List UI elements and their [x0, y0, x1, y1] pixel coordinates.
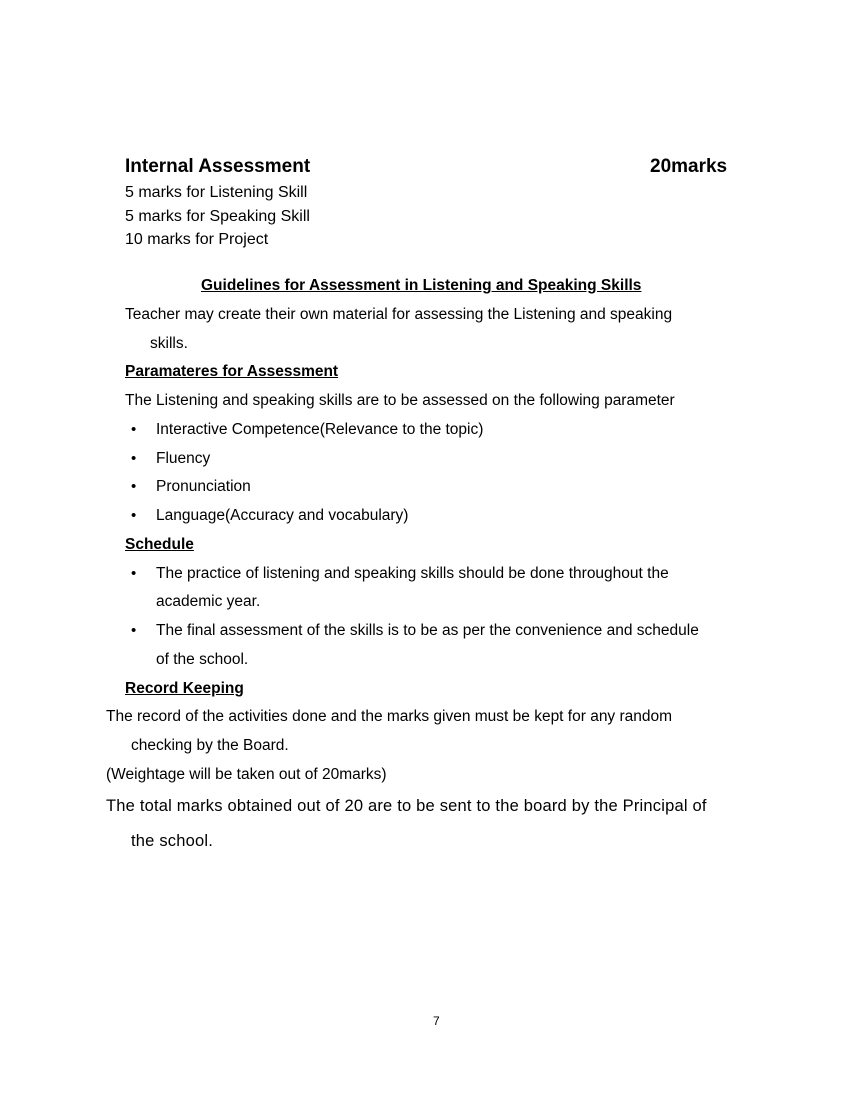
guidelines-intro-line2: skills.: [150, 335, 188, 352]
bullet-icon: •: [131, 421, 137, 438]
record-keeping-line1: The record of the activities done and the marks given must be kept for any random: [106, 708, 673, 725]
record-keeping-heading: Record Keeping: [125, 680, 244, 697]
page-number: 7: [433, 1014, 440, 1028]
parameter-item: Pronunciation: [156, 478, 251, 495]
parameters-intro: The Listening and speaking skills are to be assessed on the following parameter: [125, 392, 675, 409]
schedule-item-line2: of the school.: [156, 651, 249, 668]
marks-breakdown-listening: 5 marks for Listening Skill: [125, 184, 308, 201]
schedule-item-line1: The final assessment of the skills is to be as per the convenience and schedule: [156, 622, 699, 639]
parameter-item: Fluency: [156, 450, 211, 467]
parameter-item: Interactive Competence(Relevance to the topic): [156, 421, 484, 438]
parameters-heading: Paramateres for Assessment: [125, 363, 339, 380]
total-marks-line1: The total marks obtained out of 20 are to be sent to the board by the Principal of: [106, 797, 707, 815]
weightage-note: (Weightage will be taken out of 20marks): [106, 766, 387, 783]
schedule-item-line2: academic year.: [156, 593, 261, 610]
bullet-icon: •: [131, 507, 137, 524]
internal-assessment-title: Internal Assessment: [125, 156, 311, 177]
record-keeping-line2: checking by the Board.: [131, 737, 289, 754]
schedule-heading: Schedule: [125, 536, 194, 553]
schedule-item-line1: The practice of listening and speaking skills should be done throughout the: [156, 565, 669, 582]
marks-breakdown-project: 10 marks for Project: [125, 231, 269, 248]
marks-breakdown-speaking: 5 marks for Speaking Skill: [125, 208, 310, 225]
bullet-icon: •: [131, 565, 137, 582]
parameter-item: Language(Accuracy and vocabulary): [156, 507, 409, 524]
bullet-icon: •: [131, 450, 137, 467]
bullet-icon: •: [131, 478, 137, 495]
bullet-icon: •: [131, 622, 137, 639]
total-marks-line2: the school.: [131, 832, 214, 850]
guidelines-intro-line1: Teacher may create their own material for assessing the Listening and speaking: [125, 306, 673, 323]
guidelines-heading: Guidelines for Assessment in Listening and Speaking Skills: [201, 277, 642, 294]
internal-assessment-marks: 20marks: [650, 156, 728, 177]
